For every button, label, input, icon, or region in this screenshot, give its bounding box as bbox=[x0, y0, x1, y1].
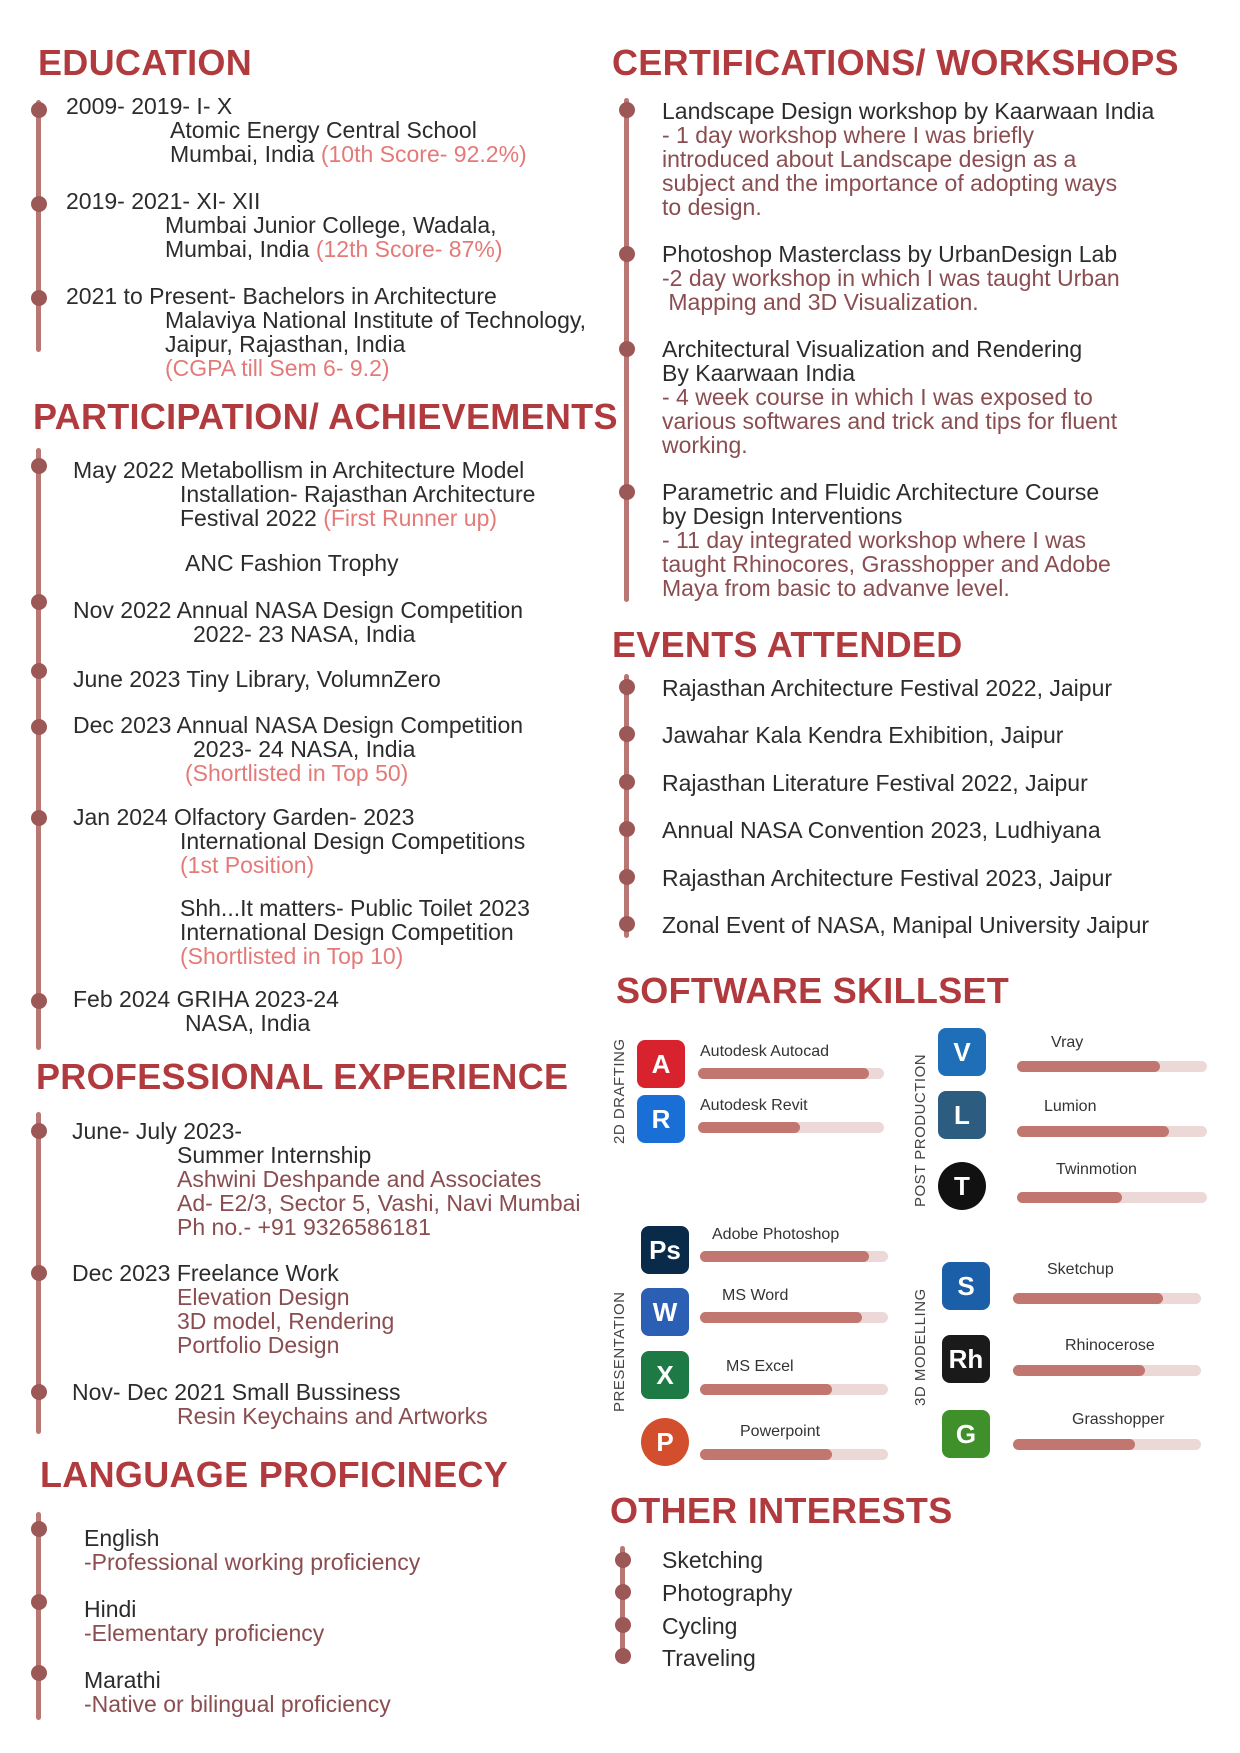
experience-item-2-line2: Elevation Design bbox=[177, 1284, 350, 1310]
participation-item-1-title: May 2022 Metabollism in Architecture Model bbox=[73, 457, 525, 483]
events-heading: EVENTS ATTENDED bbox=[612, 624, 963, 665]
skill-bar-photoshop bbox=[700, 1251, 888, 1262]
skill-revit: Autodesk Revit bbox=[700, 1097, 808, 1114]
participation-item-4-title: Dec 2023 Annual NASA Design Competition bbox=[73, 712, 524, 738]
education-timeline bbox=[36, 100, 41, 352]
skill-bar-rhinocerose bbox=[1013, 1365, 1201, 1376]
cert-4-desc-2: taught Rhinocores, Grasshopper and Adobe bbox=[662, 551, 1111, 577]
cert-1-desc-3: subject and the importance of adopting ways bbox=[662, 170, 1118, 196]
skill-grasshopper: Grasshopper bbox=[1072, 1411, 1165, 1428]
education-item-2-score: (12th Score- 87%) bbox=[315, 236, 503, 262]
skill-bar-word bbox=[700, 1312, 888, 1323]
skill-powerpoint: Powerpoint bbox=[740, 1423, 821, 1440]
timeline-dot bbox=[31, 290, 47, 306]
category-2d-drafting: 2D DRAFTING bbox=[611, 1038, 628, 1144]
event-item: Rajasthan Literature Festival 2022, Jaipur bbox=[662, 770, 1088, 796]
excel-icon: X bbox=[641, 1351, 689, 1399]
experience-item-1-phone: Ph no.- +91 9326586181 bbox=[177, 1214, 431, 1240]
photoshop-icon: Ps bbox=[641, 1226, 689, 1274]
timeline-dot bbox=[619, 102, 635, 118]
interest-item: Traveling bbox=[662, 1645, 756, 1671]
lumion-icon: L bbox=[938, 1091, 986, 1139]
skill-bar-lumion bbox=[1017, 1126, 1207, 1137]
interest-item: Sketching bbox=[662, 1547, 764, 1573]
event-item: Rajasthan Architecture Festival 2023, Jaipur bbox=[662, 865, 1113, 891]
experience-item-1-date: June- July 2023- bbox=[72, 1118, 243, 1144]
participation-timeline bbox=[36, 448, 41, 1050]
experience-item-2-line3: 3D model, Rendering bbox=[177, 1308, 395, 1334]
sketchup-icon: S bbox=[942, 1262, 990, 1310]
cert-4-title-2: by Design Interventions bbox=[662, 503, 903, 529]
education-item-2-place: Mumbai, India (12th Score- 87%) bbox=[165, 236, 503, 262]
timeline-dot bbox=[619, 821, 635, 837]
cert-1-title: Landscape Design workshop by Kaarwaan India bbox=[662, 98, 1155, 124]
skill-excel: MS Excel bbox=[726, 1358, 794, 1375]
timeline-dot bbox=[619, 484, 635, 500]
timeline-dot bbox=[31, 196, 47, 212]
experience-item-2-title: Dec 2023 Freelance Work bbox=[72, 1260, 339, 1286]
event-item: Annual NASA Convention 2023, Ludhiyana bbox=[662, 817, 1101, 843]
participation-item-2-line2: 2022- 23 NASA, India bbox=[193, 621, 416, 647]
timeline-dot bbox=[619, 869, 635, 885]
skill-vray: Vray bbox=[1051, 1034, 1084, 1051]
participation-item-1-result: (First Runner up) bbox=[323, 505, 498, 531]
skill-bar-excel-fill bbox=[700, 1384, 832, 1395]
skill-bar-excel bbox=[700, 1384, 888, 1395]
skill-bar-word-fill bbox=[700, 1312, 862, 1323]
skill-bar-twinmotion bbox=[1017, 1192, 1207, 1203]
timeline-dot bbox=[31, 1594, 47, 1610]
twinmotion-icon: T bbox=[938, 1162, 986, 1210]
cert-2-title: Photoshop Masterclass by UrbanDesign Lab bbox=[662, 241, 1118, 267]
education-heading: EDUCATION bbox=[38, 42, 253, 83]
cert-3-desc-2: various softwares and trick and tips for fluent bbox=[662, 408, 1118, 434]
timeline-dot bbox=[31, 1123, 47, 1139]
interest-item: Photography bbox=[662, 1580, 793, 1606]
experience-item-1-role: Summer Internship bbox=[177, 1142, 372, 1168]
timeline-dot bbox=[31, 1521, 47, 1537]
cert-1-desc-4: to design. bbox=[662, 194, 762, 220]
participation-item-3-title: June 2023 Tiny Library, VolumnZero bbox=[73, 666, 441, 692]
cert-4-desc-3: Maya from basic to advanve level. bbox=[662, 575, 1010, 601]
education-item-3-years: 2021 to Present- Bachelors in Architecture bbox=[66, 283, 497, 309]
education-item-1-score: (10th Score- 92.2%) bbox=[320, 141, 527, 167]
word-icon: W bbox=[641, 1288, 689, 1336]
timeline-dot bbox=[31, 993, 47, 1009]
rhino-icon: Rh bbox=[942, 1335, 990, 1383]
category-post-production: POST PRODUCTION bbox=[912, 1053, 929, 1207]
autocad-icon: A bbox=[637, 1040, 685, 1088]
language-marathi: Marathi bbox=[84, 1667, 161, 1693]
category-presentation: PRESENTATION bbox=[611, 1291, 628, 1412]
event-item: Jawahar Kala Kendra Exhibition, Jaipur bbox=[662, 722, 1064, 748]
language-heading: LANGUAGE PROFICINECY bbox=[40, 1454, 509, 1495]
participation-heading: PARTICIPATION/ ACHIEVEMENTS bbox=[33, 396, 618, 437]
participation-item-5-result: (1st Position) bbox=[180, 852, 315, 878]
skill-bar-lumion-fill bbox=[1017, 1126, 1169, 1137]
language-hindi-level: -Elementary proficiency bbox=[84, 1620, 325, 1646]
skill-bar-autocad bbox=[698, 1068, 884, 1079]
skill-bar-grasshopper-fill bbox=[1013, 1439, 1135, 1450]
skill-bar-sketchup bbox=[1013, 1293, 1201, 1304]
experience-item-1-company: Ashwini Deshpande and Associates bbox=[177, 1166, 542, 1192]
language-hindi: Hindi bbox=[84, 1596, 137, 1622]
timeline-dot bbox=[615, 1584, 631, 1600]
participation-item-5-title: Jan 2024 Olfactory Garden- 2023 bbox=[73, 804, 415, 830]
participation-item-5-extra-result: (Shortlisted in Top 10) bbox=[180, 943, 404, 969]
language-english: English bbox=[84, 1525, 160, 1551]
event-item: Rajasthan Architecture Festival 2022, Jaipur bbox=[662, 675, 1113, 701]
participation-item-6-line2: NASA, India bbox=[185, 1010, 311, 1036]
powerpoint-icon: P bbox=[641, 1418, 689, 1466]
participation-item-1-line3: Festival 2022 (First Runner up) bbox=[180, 505, 498, 531]
skill-bar-vray-fill bbox=[1017, 1061, 1160, 1072]
timeline-dot bbox=[619, 916, 635, 932]
certifications-heading: CERTIFICATIONS/ WORKSHOPS bbox=[612, 42, 1179, 83]
language-timeline bbox=[36, 1512, 41, 1720]
participation-item-6-title: Feb 2024 GRIHA 2023-24 bbox=[73, 986, 339, 1012]
experience-item-3-line2: Resin Keychains and Artworks bbox=[177, 1403, 488, 1429]
skill-bar-revit bbox=[698, 1122, 884, 1133]
timeline-dot bbox=[31, 719, 47, 735]
participation-item-5-extra: Shh...It matters- Public Toilet 2023 bbox=[180, 895, 530, 921]
skill-word: MS Word bbox=[722, 1287, 789, 1304]
participation-item-1-line2: Installation- Rajasthan Architecture bbox=[180, 481, 536, 507]
timeline-dot bbox=[619, 679, 635, 695]
experience-item-2-line4: Portfolio Design bbox=[177, 1332, 340, 1358]
events-timeline bbox=[624, 674, 629, 938]
skill-bar-autocad-fill bbox=[698, 1068, 869, 1079]
interest-item: Cycling bbox=[662, 1613, 738, 1639]
education-item-2-school: Mumbai Junior College, Wadala, bbox=[165, 212, 497, 238]
skill-bar-sketchup-fill bbox=[1013, 1293, 1163, 1304]
timeline-dot bbox=[31, 458, 47, 474]
cert-2-desc-1: -2 day workshop in which I was taught Urban bbox=[662, 265, 1120, 291]
category-3d-modelling: 3D MODELLING bbox=[912, 1288, 929, 1406]
language-english-level: -Professional working proficiency bbox=[84, 1549, 421, 1575]
experience-item-3-title: Nov- Dec 2021 Small Bussiness bbox=[72, 1379, 401, 1405]
skill-lumion: Lumion bbox=[1044, 1098, 1097, 1115]
participation-item-1-extra: ANC Fashion Trophy bbox=[185, 550, 399, 576]
skill-bar-vray bbox=[1017, 1061, 1207, 1072]
participation-item-4-line2: 2023- 24 NASA, India bbox=[193, 736, 416, 762]
experience-item-1-address: Ad- E2/3, Sector 5, Vashi, Navi Mumbai bbox=[177, 1190, 581, 1216]
timeline-dot bbox=[619, 726, 635, 742]
experience-heading: PROFESSIONAL EXPERIENCE bbox=[36, 1056, 569, 1097]
education-item-1-years: 2009- 2019- I- X bbox=[66, 93, 233, 119]
skill-bar-grasshopper bbox=[1013, 1439, 1201, 1450]
education-item-1-place: Mumbai, India (10th Score- 92.2%) bbox=[170, 141, 527, 167]
cert-3-desc-1: - 4 week course in which I was exposed to bbox=[662, 384, 1093, 410]
cert-4-desc-1: - 11 day integrated workshop where I was bbox=[662, 527, 1087, 553]
participation-item-2-title: Nov 2022 Annual NASA Design Competition bbox=[73, 597, 524, 623]
skill-twinmotion: Twinmotion bbox=[1056, 1161, 1137, 1178]
timeline-dot bbox=[619, 246, 635, 262]
cert-2-desc-2: Mapping and 3D Visualization. bbox=[662, 289, 979, 315]
education-item-3-score: (CGPA till Sem 6- 9.2) bbox=[165, 355, 390, 381]
timeline-dot bbox=[31, 663, 47, 679]
vray-icon: V bbox=[938, 1028, 986, 1076]
event-item: Zonal Event of NASA, Manipal University Jaipur bbox=[662, 912, 1150, 938]
timeline-dot bbox=[615, 1617, 631, 1633]
timeline-dot bbox=[31, 102, 47, 118]
participation-item-5-line2: International Design Competitions bbox=[180, 828, 526, 854]
skill-bar-revit-fill bbox=[698, 1122, 800, 1133]
interests-heading: OTHER INTERESTS bbox=[610, 1490, 953, 1531]
education-item-2-years: 2019- 2021- XI- XII bbox=[66, 188, 261, 214]
skill-bar-photoshop-fill bbox=[700, 1251, 869, 1262]
skill-rhinocerose: Rhinocerose bbox=[1065, 1337, 1155, 1354]
grasshopper-icon: G bbox=[942, 1410, 990, 1458]
skill-bar-rhinocerose-fill bbox=[1013, 1365, 1145, 1376]
timeline-dot bbox=[31, 1665, 47, 1681]
education-item-3-school: Malaviya National Institute of Technology, bbox=[165, 307, 587, 333]
timeline-dot bbox=[31, 810, 47, 826]
skill-photoshop: Adobe Photoshop bbox=[712, 1226, 840, 1243]
cert-4-title-1: Parametric and Fluidic Architecture Course bbox=[662, 479, 1100, 505]
skill-autocad: Autodesk Autocad bbox=[700, 1043, 829, 1060]
revit-icon: R bbox=[637, 1095, 685, 1143]
timeline-dot bbox=[31, 1265, 47, 1281]
timeline-dot bbox=[31, 594, 47, 610]
education-item-1-school: Atomic Energy Central School bbox=[170, 117, 477, 143]
skill-bar-twinmotion-fill bbox=[1017, 1192, 1122, 1203]
timeline-dot bbox=[615, 1552, 631, 1568]
timeline-dot bbox=[619, 341, 635, 357]
skill-bar-powerpoint bbox=[700, 1449, 888, 1460]
timeline-dot bbox=[619, 774, 635, 790]
participation-item-5-extra-line2: International Design Competition bbox=[180, 919, 514, 945]
cert-3-title-1: Architectural Visualization and Rendering bbox=[662, 336, 1083, 362]
cert-1-desc-2: introduced about Landscape design as a bbox=[662, 146, 1077, 172]
timeline-dot bbox=[31, 1384, 47, 1400]
skill-bar-powerpoint-fill bbox=[700, 1449, 832, 1460]
cert-1-desc-1: - 1 day workshop where I was briefly bbox=[662, 122, 1034, 148]
language-marathi-level: -Native or bilingual proficiency bbox=[84, 1691, 391, 1717]
cert-3-title-2: By Kaarwaan India bbox=[662, 360, 856, 386]
cert-3-desc-3: working. bbox=[662, 432, 748, 458]
education-item-3-place: Jaipur, Rajasthan, India bbox=[165, 331, 406, 357]
participation-item-4-result: (Shortlisted in Top 50) bbox=[185, 760, 409, 786]
software-heading: SOFTWARE SKILLSET bbox=[616, 970, 1010, 1011]
timeline-dot bbox=[615, 1648, 631, 1664]
skill-sketchup: Sketchup bbox=[1047, 1261, 1114, 1278]
